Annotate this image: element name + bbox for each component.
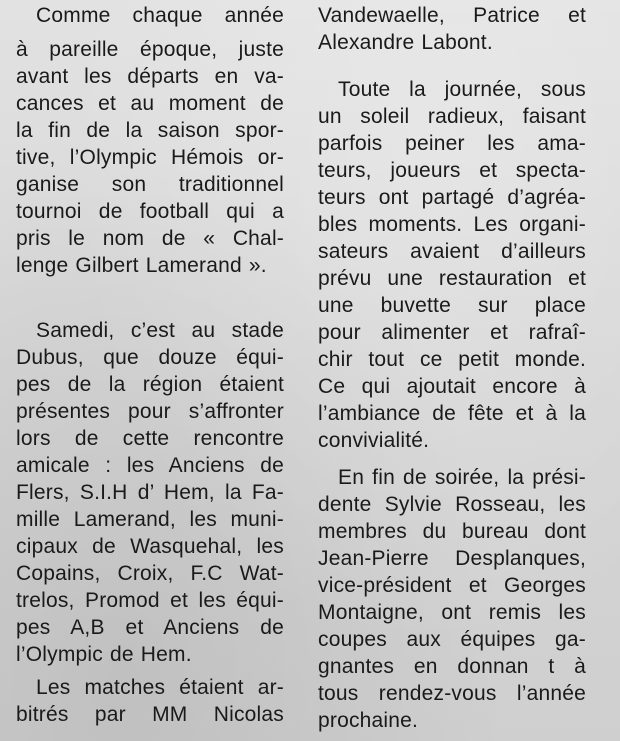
article-line: tive, l’Olympic Hémois or- (16, 146, 284, 169)
article-line: une buvette sur place (318, 294, 586, 317)
article-line: trelos, Promod et les équi- (16, 589, 284, 612)
article-line: tous rendez-vous l’année (318, 682, 586, 705)
article-line: Flers, S.I.H d’ Hem, la Fa- (16, 481, 284, 504)
article-line: Alexandre Labont. (318, 31, 493, 54)
article-line: Montaigne, ont remis les (318, 601, 586, 624)
article-line: présentes pour s’affronter (16, 400, 284, 423)
article-line: coupes aux équipes ga- (318, 628, 586, 651)
article-line: lenge Gilbert Lamerand ». (16, 254, 267, 277)
article-line: teurs ont partagé d’agréa- (318, 186, 586, 209)
article-line: prévu une restauration et (318, 267, 586, 290)
article-line: convivialité. (318, 429, 430, 452)
article-line: parfois peiner les ama- (318, 132, 586, 155)
article-line: Jean-Pierre Desplanques, (318, 547, 586, 570)
article-line: teurs, joueurs et specta- (318, 159, 586, 182)
article-line: avant les départs en va- (16, 65, 284, 88)
article-line: Les matches étaient ar- (36, 676, 284, 699)
article-line: Toute la journée, sous (338, 78, 586, 101)
article-line: bitrés par MM Nicolas (16, 703, 284, 726)
article-line: mille Lamerand, les muni- (16, 508, 284, 531)
article-line: lors de cette rencontre (16, 427, 284, 450)
article-line: tournoi de football qui a (16, 200, 284, 223)
article-line: la fin de la saison spor- (16, 119, 284, 142)
article-line: En fin de soirée, la prési- (338, 466, 586, 489)
article-line: l’ambiance de fête et à la (318, 402, 586, 425)
article-line: dente Sylvie Rosseau, les (318, 493, 586, 516)
article-line: gnantes en donnan t à (318, 655, 586, 678)
article-line: bles moments. Les organi- (318, 213, 586, 236)
article-line: pris le nom de « Chal- (16, 227, 284, 250)
article-line: Ce qui ajoutait encore à (318, 375, 586, 398)
article-line: prochaine. (318, 709, 419, 732)
article-line: Copains, Croix, F.C Wat- (16, 562, 284, 585)
article-line: un soleil radieux, faisant (318, 105, 586, 128)
article-line: pes de la région étaient (16, 373, 284, 396)
article-line: amicale : les Anciens de (16, 454, 284, 477)
article-line: Dubus, que douze équi- (16, 346, 284, 369)
article-line: Samedi, c’est au stade (36, 319, 284, 342)
article-line: vice-président et Georges (318, 574, 586, 597)
article-line: pour alimenter et rafraî- (318, 321, 586, 344)
article-line: l’Olympic de Hem. (16, 643, 192, 666)
article-line: Comme chaque année (36, 4, 284, 27)
article-line: Vandewaelle, Patrice et (318, 4, 586, 27)
article-line: cances et au moment de (16, 92, 284, 115)
article-line: chir tout ce petit monde. (318, 348, 586, 371)
article-line: ganise son traditionnel (16, 173, 284, 196)
article-line: à pareille époque, juste (16, 38, 284, 61)
article-line: cipaux de Wasquehal, les (16, 535, 284, 558)
article-line: sateurs avaient d’ailleurs (318, 240, 586, 263)
article-line: pes A,B et Anciens de (16, 616, 284, 639)
article-line: membres du bureau dont (318, 520, 586, 543)
